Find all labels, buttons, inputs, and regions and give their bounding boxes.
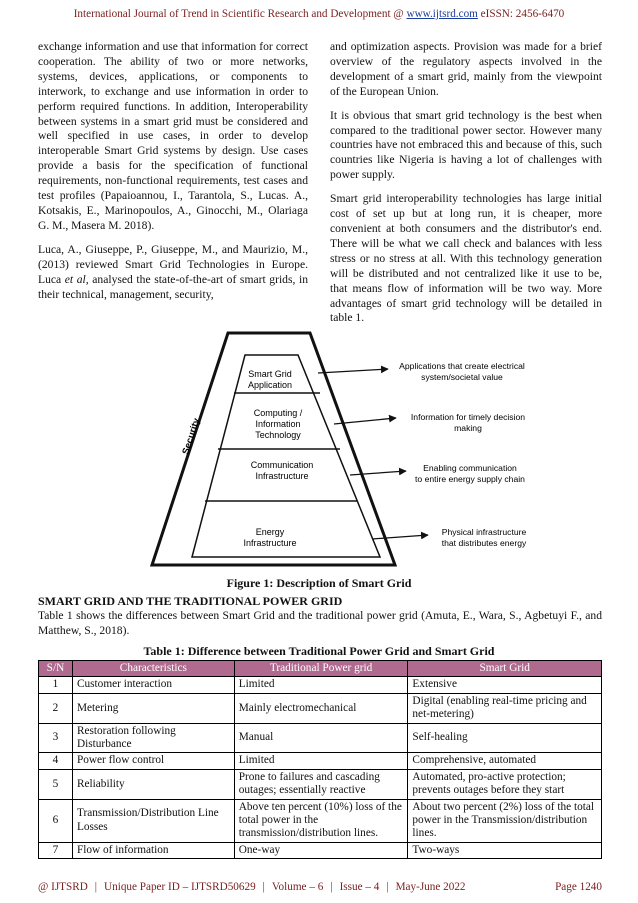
table-row (39, 799, 602, 842)
cell-smart: Two-ways (408, 842, 602, 858)
cell-traditional: Mainly electromechanical (234, 693, 408, 723)
footer-volume: Volume – 6 (271, 881, 324, 893)
header-sn: S/N (39, 661, 73, 677)
cell-smart: Digital (enabling real-time pricing and net-metering) (408, 693, 602, 723)
cell-sn: 1 (39, 677, 73, 693)
annotation-3-line2: to entire energy supply chain (415, 474, 525, 484)
header-traditional: Traditional Power grid (234, 661, 408, 677)
layer-smart-grid-line2: Application (247, 380, 293, 390)
journal-url-link[interactable]: www.ijtsrd.com (406, 8, 478, 20)
table-row (39, 677, 602, 693)
cell-traditional: Prone to failures and cascading outages; essentially reactive (234, 769, 408, 799)
annotation-4-line1: Physical infrastructure (441, 527, 527, 537)
right-paragraph-2: It is obvious that smart grid technology is the best when compared to the traditional power sector. However many countries have not embraced this and because of this, such countries like Nigeria is having a lot of challenges with power supply. (330, 108, 602, 182)
footer-left: @ IJTSRD | Unique Paper ID – IJTSRD50629 | Volume – 6 | Issue – 4 | May-June 2022 (38, 881, 466, 893)
cell-traditional: Limited (234, 677, 408, 693)
annotation-4-line2: that distributes energy (441, 538, 527, 548)
section-text: Table 1 shows the differences between Smart Grid and the traditional power grid (Amuta, E., Wara, S., Agbetuyi F., and Matthew, S., 2018). (38, 609, 602, 637)
cell-characteristic: Reliability (72, 769, 234, 799)
cell-sn: 2 (39, 693, 73, 723)
cell-sn: 6 (39, 799, 73, 842)
cell-traditional: Limited (234, 753, 408, 769)
cell-traditional: Above ten percent (10%) loss of the total power in the transmission/distribution lines. (234, 799, 408, 842)
left-paragraph-2-italic: et al, (64, 272, 89, 286)
footer-date: May-June 2022 (395, 881, 466, 893)
cell-smart: Extensive (408, 677, 602, 693)
cell-characteristic: Restoration following Disturbance (72, 723, 234, 753)
layer-computing-line2: Information (255, 419, 301, 429)
table-title: Table 1: Difference between Traditional Power Grid and Smart Grid (143, 644, 495, 658)
annotation-1-line2: system/societal value (421, 372, 503, 382)
cell-smart: About two percent (2%) loss of the total power in the Transmission/distribution lines. (408, 799, 602, 842)
left-paragraph-1: exchange information and use that information for correct cooperation. The ability of two or more networks, systems, devices, applications, or components to interwork, to exchange and use information in order to perform required functions. In addition, Interoperability between systems in a smart grid must be considered and well specified in use cases, in order to develop interoperable Smart Grid systems by design. Use cases provide a basis for the specification of functional requirements, non-functional requirements, test cases and test profiles (Papaioannou, I., Tarantola, S., Lucas. A., Kotsakis, E., Marinopoulos, A., Ginocchi, M., Olariaga G. M., Masera M. 2018). (38, 40, 308, 232)
right-paragraph-1: and optimization aspects. Provision was made for a brief overview of the regulatory aspects involved in the development of a smart grid, mainly from the viewpoint of the European Union. (330, 40, 602, 98)
left-paragraph-2-part-1: Luca, A., Giuseppe, P., Giuseppe, M., and Maurizio, M., (2013) reviewed Smart Grid Technologies in Europe. Luca (38, 242, 308, 286)
footer-journal: @ IJTSRD (38, 881, 88, 893)
cell-smart: Automated, pro-active protection; prevents outages before they start (408, 769, 602, 799)
left-paragraph-2 (38, 243, 308, 303)
layer-communication-line1: Communication (250, 460, 314, 470)
journal-name: International Journal of Trend in Scientific Research and Development @ (73, 8, 404, 20)
layer-energy-line2: Infrastructure (243, 538, 297, 548)
cell-sn: 3 (39, 723, 73, 753)
cell-characteristic: Metering (72, 693, 234, 723)
table-header-row (39, 661, 602, 677)
cell-sn: 4 (39, 753, 73, 769)
right-column (330, 40, 602, 335)
header-characteristics: Characteristics (72, 661, 234, 677)
table-row (39, 693, 602, 723)
header-smart-grid: Smart Grid (408, 661, 602, 677)
cell-sn: 7 (39, 842, 73, 858)
table-row (39, 842, 602, 858)
table-row (39, 769, 602, 799)
layer-communication-line2: Infrastructure (255, 471, 309, 481)
annotation-2-line2: making (454, 423, 482, 433)
section-title: SMART GRID AND THE TRADITIONAL POWER GRID (38, 594, 343, 608)
cell-traditional: Manual (234, 723, 408, 753)
cell-characteristic: Power flow control (72, 753, 234, 769)
eissn: eISSN: 2456-6470 (480, 8, 565, 20)
arrow-3 (350, 471, 406, 475)
cell-smart: Comprehensive, automated (408, 753, 602, 769)
footer-paper-id: Unique Paper ID – IJTSRD50629 (104, 881, 256, 893)
footer-issue: Issue – 4 (339, 881, 380, 893)
comparison-table (38, 660, 602, 859)
table-row (39, 723, 602, 753)
cell-characteristic: Transmission/Distribution Line Losses (72, 799, 234, 842)
security-label: Security (180, 416, 203, 456)
left-column (38, 40, 308, 311)
table-row (39, 753, 602, 769)
layer-smart-grid-line1: Smart Grid (248, 369, 292, 379)
layer-computing-line3: Technology (255, 430, 301, 440)
page-header (0, 8, 638, 20)
layer-computing-line1: Computing / (253, 408, 303, 418)
cell-traditional: One-way (234, 842, 408, 858)
footer-page: Page 1240 (555, 881, 602, 893)
cell-characteristic: Customer interaction (72, 677, 234, 693)
cell-sn: 5 (39, 769, 73, 799)
cell-smart: Self-healing (408, 723, 602, 753)
annotation-1-line1: Applications that create electrical (399, 361, 525, 371)
page-footer (38, 881, 602, 893)
annotation-3-line1: Enabling communication (423, 463, 517, 473)
cell-characteristic: Flow of information (72, 842, 234, 858)
arrow-4 (372, 535, 428, 539)
arrow-1 (318, 369, 388, 373)
left-paragraph-2-part-2: analysed the state-of-the-art of smart grids, in their technical, management, security, (38, 272, 308, 301)
smart-grid-figure (150, 325, 540, 575)
layer-energy-line1: Energy (255, 527, 285, 537)
right-paragraph-3: Smart grid interoperability technologies has large initial cost of set up but at long run, it is cheaper, more convenient at both consumers and the distributor's end. There will be what we call check and balances with less stress or no stress at all. With this technology generation will be distributed and not centralized like it use to be, that means flow of information will be two way. More advantages of smart grid technology will be detailed in table 1. (330, 192, 602, 325)
annotation-2-line1: Information for timely decision (410, 412, 526, 422)
figure-caption: Figure 1: Description of Smart Grid (226, 576, 412, 590)
